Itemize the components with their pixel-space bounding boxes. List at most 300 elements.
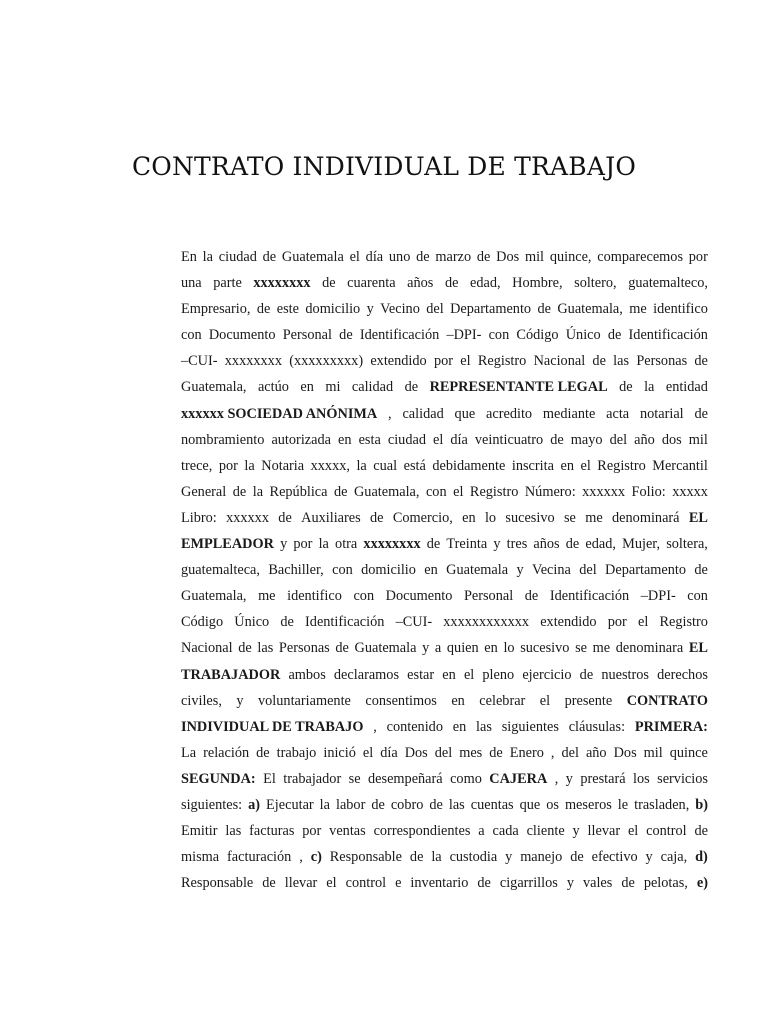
- word: Código: [516, 327, 559, 344]
- word: ,: [373, 718, 377, 735]
- bold-term: c): [310, 849, 322, 866]
- word: calidad: [351, 379, 394, 396]
- text-line: [181, 662, 708, 688]
- word: misma: [181, 849, 220, 866]
- word: de: [339, 327, 353, 344]
- bold-term: xxxxxx SOCIEDAD ANÓNIMA: [181, 405, 378, 422]
- word: voluntariamente: [258, 692, 351, 709]
- word: presente: [564, 692, 613, 709]
- word: soltera,: [666, 536, 708, 553]
- word: llevar: [587, 823, 621, 840]
- word: nombramiento: [181, 431, 265, 448]
- word: de: [570, 849, 584, 866]
- word: el: [349, 249, 360, 265]
- word: con: [332, 562, 353, 579]
- word: domicilio: [361, 562, 416, 579]
- word: caja,: [660, 849, 688, 866]
- word: las: [613, 353, 630, 370]
- word: de: [565, 536, 580, 553]
- word: dos: [661, 431, 682, 448]
- word: y: [566, 875, 574, 892]
- word: año: [634, 431, 655, 448]
- word: del: [434, 744, 453, 761]
- word: Responsable: [181, 875, 254, 892]
- word: de: [524, 588, 539, 605]
- word: extendido: [540, 614, 597, 631]
- word: me: [258, 588, 276, 605]
- text-line: [181, 348, 708, 374]
- word: con: [488, 327, 510, 344]
- word: Guatemala: [281, 249, 344, 265]
- word: efectivo: [591, 849, 638, 866]
- word: de: [333, 483, 348, 500]
- word: (xxxxxxxxx): [289, 353, 364, 370]
- text-line: [181, 740, 708, 766]
- word: de: [256, 744, 270, 761]
- text-line: [181, 479, 708, 505]
- word: día: [380, 744, 398, 761]
- word: y: [645, 849, 653, 866]
- word: de: [489, 744, 503, 761]
- text-line: [181, 714, 708, 740]
- word: inscrita: [511, 457, 554, 474]
- word: xxxxxx: [582, 483, 626, 500]
- word: ,: [388, 405, 392, 422]
- word: mil: [688, 431, 708, 448]
- word: Nacional: [181, 640, 233, 657]
- word: y: [493, 536, 501, 553]
- word: en: [451, 692, 465, 709]
- word: correspondientes: [373, 823, 471, 840]
- word: identifico: [653, 301, 708, 318]
- word: el: [627, 823, 639, 840]
- word: mil: [643, 744, 663, 761]
- word: guatemalteco,: [628, 275, 708, 292]
- word: en: [442, 666, 456, 683]
- bold-term: CAJERA: [489, 770, 548, 787]
- word: –DPI-: [640, 588, 676, 605]
- bold-term: PRIMERA:: [634, 718, 708, 735]
- word: mil: [524, 249, 545, 265]
- document-body: [181, 244, 708, 896]
- word: de: [426, 536, 441, 553]
- word: de: [476, 249, 491, 265]
- word: control: [345, 875, 387, 892]
- text-line: [181, 244, 708, 270]
- word: los: [633, 770, 650, 787]
- word: ,: [299, 849, 303, 866]
- word: Documento: [385, 588, 453, 605]
- word: cual: [373, 457, 398, 474]
- word: identifico: [287, 588, 342, 605]
- word: Nacional: [533, 353, 586, 370]
- word: General: [181, 483, 227, 500]
- word: por: [218, 457, 238, 474]
- word: Libro:: [181, 509, 217, 526]
- word: xxxxx: [672, 483, 708, 500]
- word: Dos: [496, 249, 520, 265]
- bold-term: EL: [688, 640, 708, 657]
- word: del: [609, 431, 628, 448]
- word: mes: [459, 744, 483, 761]
- word: en: [424, 562, 438, 579]
- bold-term: xxxxxxxx: [253, 275, 311, 292]
- word: de: [694, 823, 708, 840]
- word: Identificación: [628, 327, 708, 344]
- text-line: [181, 557, 708, 583]
- bold-term: e): [696, 875, 708, 892]
- word: Vecina: [531, 562, 571, 579]
- word: de: [409, 849, 424, 866]
- word: la: [202, 249, 213, 265]
- word: autorizada: [271, 431, 331, 448]
- bold-term: a): [248, 796, 261, 813]
- word: la: [356, 457, 367, 474]
- word: servicios: [657, 770, 708, 787]
- word: pelotas,: [643, 875, 688, 892]
- word: siguientes: [501, 718, 559, 735]
- word: año: [585, 744, 607, 761]
- word: de: [280, 614, 294, 631]
- word: se: [563, 509, 576, 526]
- word: la: [244, 457, 255, 474]
- word: Identificación: [549, 588, 630, 605]
- word: con: [181, 327, 202, 344]
- word: me: [592, 640, 611, 657]
- word: las: [257, 640, 274, 657]
- word: trasladen,: [634, 796, 690, 813]
- text-line: [181, 296, 708, 322]
- word: de: [256, 301, 271, 318]
- word: las: [225, 823, 242, 840]
- word: Vecino: [380, 301, 420, 318]
- word: celebrar: [479, 692, 526, 709]
- word: mediante: [542, 405, 596, 422]
- word: Documento: [208, 327, 276, 344]
- word: cobro: [390, 796, 424, 813]
- word: día: [365, 249, 384, 265]
- text-line: [181, 688, 708, 714]
- word: quince: [669, 744, 708, 761]
- word: mi: [325, 379, 341, 396]
- text-line: [181, 870, 708, 896]
- word: Registro: [659, 614, 708, 631]
- word: República: [269, 483, 328, 500]
- word: trece,: [181, 457, 213, 474]
- bold-term: CONTRATO: [626, 692, 708, 709]
- word: Dos: [404, 744, 428, 761]
- bold-term: EL: [688, 509, 708, 526]
- word: ciudad: [387, 431, 426, 448]
- word: nuestros: [601, 666, 649, 683]
- word: me: [585, 509, 603, 526]
- word: por: [607, 614, 627, 631]
- word: y: [236, 692, 244, 709]
- word: de: [537, 301, 551, 318]
- word: Bachiller,: [268, 562, 324, 579]
- word: Personal: [463, 588, 514, 605]
- word: años: [533, 536, 560, 553]
- word: por: [688, 249, 708, 265]
- bold-term: EMPLEADOR: [181, 536, 274, 553]
- word: del: [426, 301, 444, 318]
- word: pleno: [482, 666, 515, 683]
- word: xxxxxx: [226, 509, 269, 526]
- word: Dos: [613, 744, 637, 761]
- word: ciudad: [218, 249, 257, 265]
- word: se: [348, 770, 361, 787]
- word: El: [263, 770, 276, 787]
- word: de: [370, 509, 384, 526]
- word: y: [505, 849, 513, 866]
- word: edad,: [585, 536, 616, 553]
- word: marzo: [435, 249, 472, 265]
- word: guatemalteca,: [181, 562, 260, 579]
- word: domicilio: [305, 301, 361, 318]
- word: llevar: [284, 875, 318, 892]
- word: en: [452, 718, 467, 735]
- word: Registro: [469, 483, 519, 500]
- word: –DPI-: [446, 327, 482, 344]
- text-line: [181, 322, 708, 348]
- word: de: [335, 640, 349, 657]
- word: lo: [484, 509, 497, 526]
- word: veinticuatro: [474, 431, 544, 448]
- word: control: [646, 823, 687, 840]
- word: e: [395, 875, 402, 892]
- text-line: [181, 583, 708, 609]
- word: ambos: [288, 666, 326, 683]
- word: la: [431, 849, 442, 866]
- word: Identificación: [305, 614, 385, 631]
- word: la: [318, 536, 329, 553]
- word: de: [416, 249, 430, 265]
- word: una: [181, 275, 202, 292]
- word: a: [478, 823, 485, 840]
- word: le: [617, 796, 629, 813]
- word: y: [572, 823, 580, 840]
- bold-term: d): [695, 849, 708, 866]
- text-line: [181, 818, 708, 844]
- word: prestará: [580, 770, 626, 787]
- word: en: [300, 379, 314, 396]
- word: debidamente: [432, 457, 506, 474]
- word: entidad: [665, 379, 708, 396]
- word: –CUI-: [395, 614, 433, 631]
- word: facturas: [249, 823, 295, 840]
- word: a: [434, 640, 442, 657]
- word: por: [302, 823, 322, 840]
- word: La: [181, 744, 197, 761]
- word: Único: [234, 614, 270, 631]
- word: Código: [181, 614, 224, 631]
- text-line: [181, 401, 708, 427]
- word: la: [252, 483, 264, 500]
- word: trabajador: [283, 770, 342, 787]
- word: ,: [554, 770, 559, 787]
- word: Emitir: [181, 823, 218, 840]
- word: cigarrillos: [499, 875, 558, 892]
- word: En: [181, 249, 197, 265]
- text-line: [181, 531, 708, 557]
- word: de: [371, 796, 385, 813]
- word: las: [476, 718, 492, 735]
- word: por: [433, 353, 454, 370]
- word: parte: [213, 275, 242, 292]
- word: extendido: [370, 353, 427, 370]
- bold-term: b): [695, 796, 708, 813]
- word: de: [322, 275, 336, 292]
- word: uno: [388, 249, 411, 265]
- word: la: [319, 796, 330, 813]
- word: lo: [503, 640, 515, 657]
- word: vales: [582, 875, 613, 892]
- word: denominara: [615, 640, 684, 657]
- word: quien: [446, 640, 479, 657]
- word: Guatemala,: [353, 483, 420, 500]
- word: declaramos: [333, 666, 400, 683]
- word: se: [575, 640, 588, 657]
- word: civiles,: [181, 692, 222, 709]
- word: me: [629, 301, 647, 318]
- word: manejo: [520, 849, 563, 866]
- word: con: [353, 588, 375, 605]
- word: el: [539, 692, 551, 709]
- word: con: [425, 483, 447, 500]
- word: Enero: [509, 744, 544, 761]
- word: cuentas: [470, 796, 514, 813]
- word: día: [450, 431, 468, 448]
- text-line: [181, 505, 708, 531]
- word: este: [276, 301, 299, 318]
- word: del: [579, 562, 597, 579]
- text-line: [181, 766, 708, 792]
- text-line: [181, 270, 708, 296]
- word: Comercio,: [392, 509, 453, 526]
- text-line: [181, 792, 708, 818]
- word: el: [463, 666, 475, 683]
- word: por: [293, 536, 313, 553]
- word: comparecemos: [597, 249, 684, 265]
- word: de: [278, 509, 292, 526]
- word: en: [560, 457, 574, 474]
- word: meseros: [564, 796, 612, 813]
- word: Único: [565, 327, 601, 344]
- word: el: [637, 614, 649, 631]
- word: Personas: [636, 353, 688, 370]
- word: Número:: [524, 483, 576, 500]
- text-line: [181, 609, 708, 635]
- word: esta: [358, 431, 381, 448]
- bold-term: xxxxxxxx: [363, 536, 421, 553]
- word: quince,: [549, 249, 592, 265]
- text-line: [181, 453, 708, 479]
- word: Departamento: [450, 301, 532, 318]
- word: ventas: [329, 823, 366, 840]
- word: Registro: [597, 457, 646, 474]
- word: cláusulas:: [568, 718, 626, 735]
- word: Guatemala: [446, 562, 509, 579]
- word: xxxxxxxxxxxx: [443, 614, 530, 631]
- word: Identificación: [359, 327, 440, 344]
- word: de: [694, 562, 708, 579]
- word: el: [362, 744, 374, 761]
- word: contenido: [386, 718, 443, 735]
- word: Mercantil: [652, 457, 708, 474]
- word: y: [516, 562, 524, 579]
- word: Guatemala,: [557, 301, 623, 318]
- word: está: [403, 457, 426, 474]
- word: mayo: [570, 431, 603, 448]
- word: otra: [335, 536, 358, 553]
- word: xxxxxxxx: [224, 353, 282, 370]
- word: de: [592, 353, 606, 370]
- word: en: [338, 431, 352, 448]
- word: Mujer,: [622, 536, 661, 553]
- word: sucesivo: [520, 640, 570, 657]
- word: Empresario,: [181, 301, 251, 318]
- word: de: [232, 483, 247, 500]
- word: el: [460, 353, 471, 370]
- word: de: [262, 875, 276, 892]
- word: de: [444, 275, 459, 292]
- word: cuarenta: [347, 275, 396, 292]
- word: Folio:: [631, 483, 666, 500]
- word: el: [580, 457, 591, 474]
- word: Personal: [282, 327, 332, 344]
- word: las: [448, 796, 465, 813]
- word: Guatemala,: [181, 588, 247, 605]
- word: Registro: [477, 353, 527, 370]
- word: y: [280, 536, 288, 553]
- word: Auxiliares: [301, 509, 361, 526]
- word: sucesivo: [505, 509, 555, 526]
- word: desempeñará: [368, 770, 443, 787]
- word: en: [462, 509, 476, 526]
- word: actúo: [257, 379, 289, 396]
- word: de: [550, 431, 564, 448]
- word: inventario: [410, 875, 469, 892]
- word: Personas: [278, 640, 330, 657]
- text-line: [181, 635, 708, 661]
- word: Ejecutar: [266, 796, 314, 813]
- word: estar: [407, 666, 435, 683]
- word: y: [366, 301, 374, 318]
- document-title: CONTRATO INDIVIDUAL DE TRABAJO: [131, 152, 637, 181]
- word: acredito: [486, 405, 533, 422]
- text-line: [181, 844, 708, 870]
- word: acta: [606, 405, 630, 422]
- word: el: [326, 875, 337, 892]
- bold-term: REPRESENTANTE LEGAL: [429, 379, 608, 396]
- word: Treinta: [446, 536, 488, 553]
- word: Guatemala: [354, 640, 417, 657]
- word: calidad: [402, 405, 444, 422]
- word: de: [694, 353, 708, 370]
- word: de: [607, 327, 622, 344]
- word: soltero,: [574, 275, 617, 292]
- word: el: [433, 431, 444, 448]
- word: notarial: [639, 405, 684, 422]
- word: facturación: [227, 849, 292, 866]
- word: custodia: [449, 849, 498, 866]
- word: labor: [335, 796, 366, 813]
- word: relación: [203, 744, 250, 761]
- text-line: [181, 374, 708, 400]
- word: os: [546, 796, 559, 813]
- word: con: [687, 588, 708, 605]
- word: y: [565, 770, 573, 787]
